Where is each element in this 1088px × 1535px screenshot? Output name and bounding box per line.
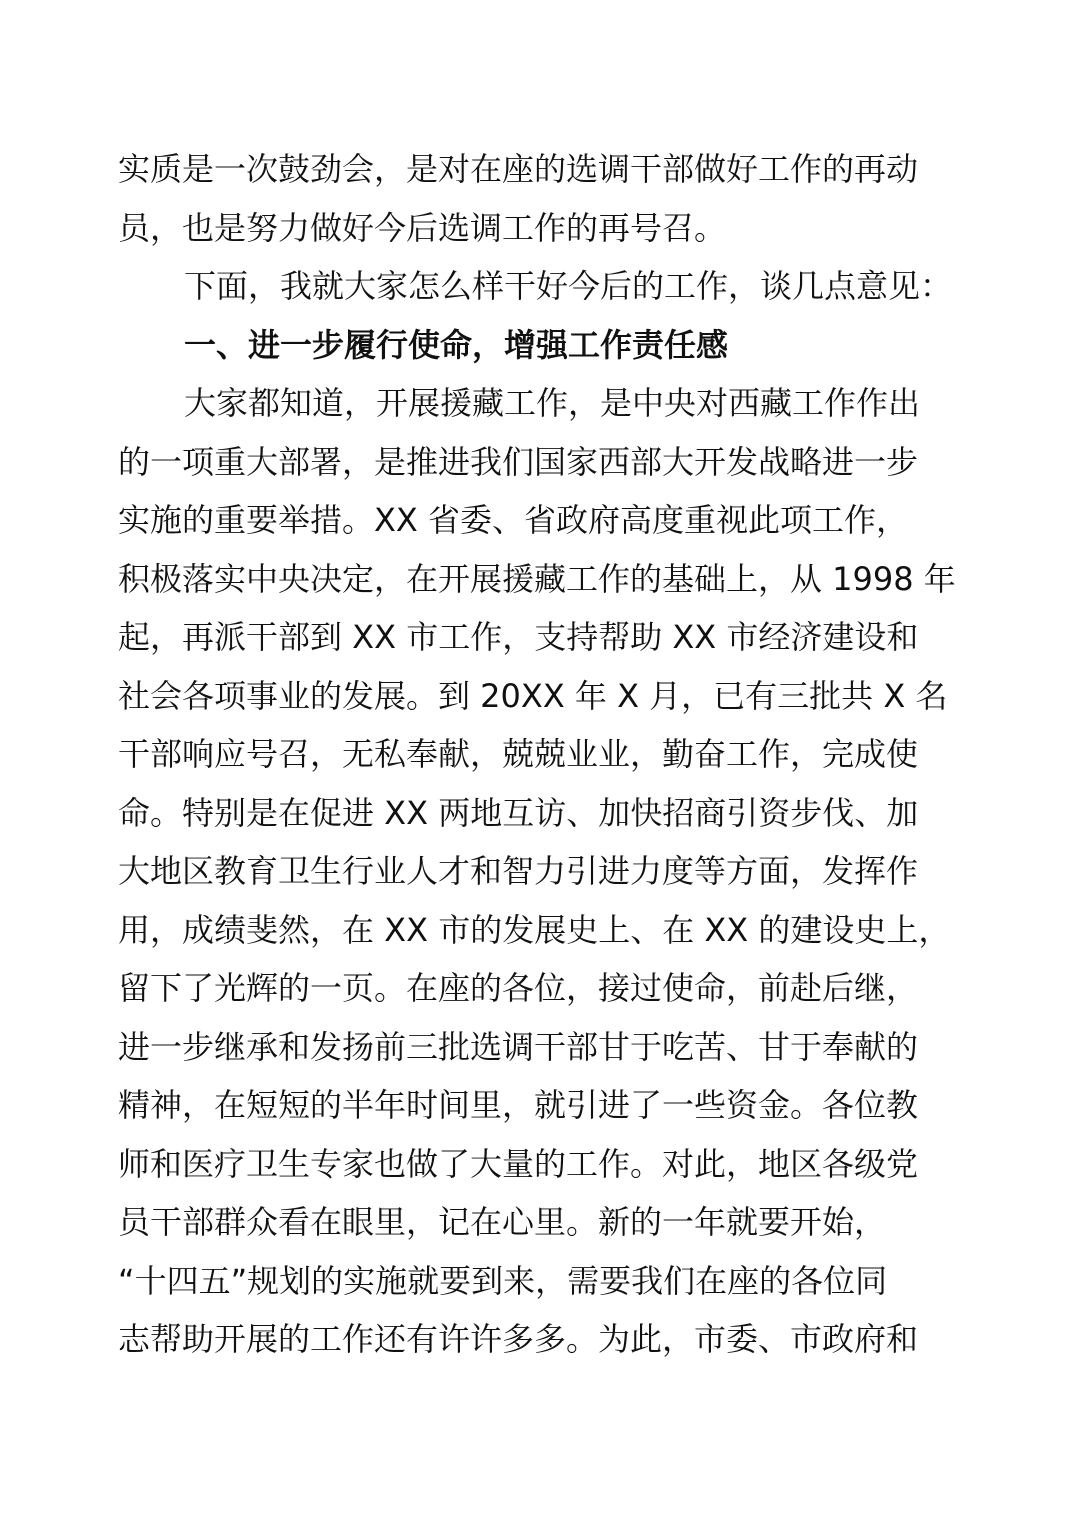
text-line: 员干部群众看在眼里，记在心里。新的一年就要开始，	[118, 1203, 887, 1241]
text-line: 志帮助开展的工作还有许许多多。为此，市委、市政府和	[118, 1320, 919, 1358]
text-line: 进一步继承和发扬前三批选调干部甘于吃苦、甘于奉献的	[118, 1027, 919, 1066]
text-line: 精神，在短短的半年时间里，就引进了一些资金。各位教	[118, 1086, 919, 1124]
text-line: 积极落实中央决定，在开展援藏工作的基础上，从 1998 年	[118, 559, 956, 598]
text-line: 员，也是努力做好今后选调工作的再号召。	[118, 208, 727, 247]
text-line: 实质是一次鼓劲会，是对在座的选调干部做好工作的再动	[118, 150, 919, 188]
text-line: “十四五”规划的实施就要到来，需要我们在座的各位同	[118, 1261, 888, 1300]
text-line: 社会各项事业的发展。到 20XX 年 X 月，已有三批共 X 名	[118, 676, 948, 715]
text-line: 命。特别是在促进 XX 两地互访、加快招商引资步伐、加	[118, 793, 919, 832]
text-line: 实施的重要举措。XX 省委、省政府高度重视此项工作，	[118, 501, 909, 539]
text-line: 干部响应号召，无私奉献，兢兢业业，勤奋工作，完成使	[118, 735, 919, 773]
section-heading: 一、进一步履行使命，增强工作责任感	[184, 325, 729, 364]
text-line: 师和医疗卫生专家也做了大量的工作。对此，地区各级党	[118, 1144, 919, 1183]
text-line: 留下了光辉的一页。在座的各位，接过使命，前赴后继，	[118, 969, 919, 1007]
text-line: 起，再派干部到 XX 市工作，支持帮助 XX 市经济建设和	[118, 618, 919, 656]
text-line: 下面，我就大家怎么样干好今后的工作，谈几点意见：	[184, 267, 953, 305]
text-line: 大地区教育卫生行业人才和智力引进力度等方面，发挥作	[118, 852, 919, 890]
text-line: 的一项重大部署，是推进我们国家西部大开发战略进一步	[118, 442, 919, 481]
body-text	[118, 140, 978, 1369]
text-line: 用，成绩斐然，在 XX 市的发展史上、在 XX 的建设史上，	[118, 910, 951, 949]
text-line: 大家都知道，开展援藏工作，是中央对西藏工作作出	[184, 384, 921, 422]
